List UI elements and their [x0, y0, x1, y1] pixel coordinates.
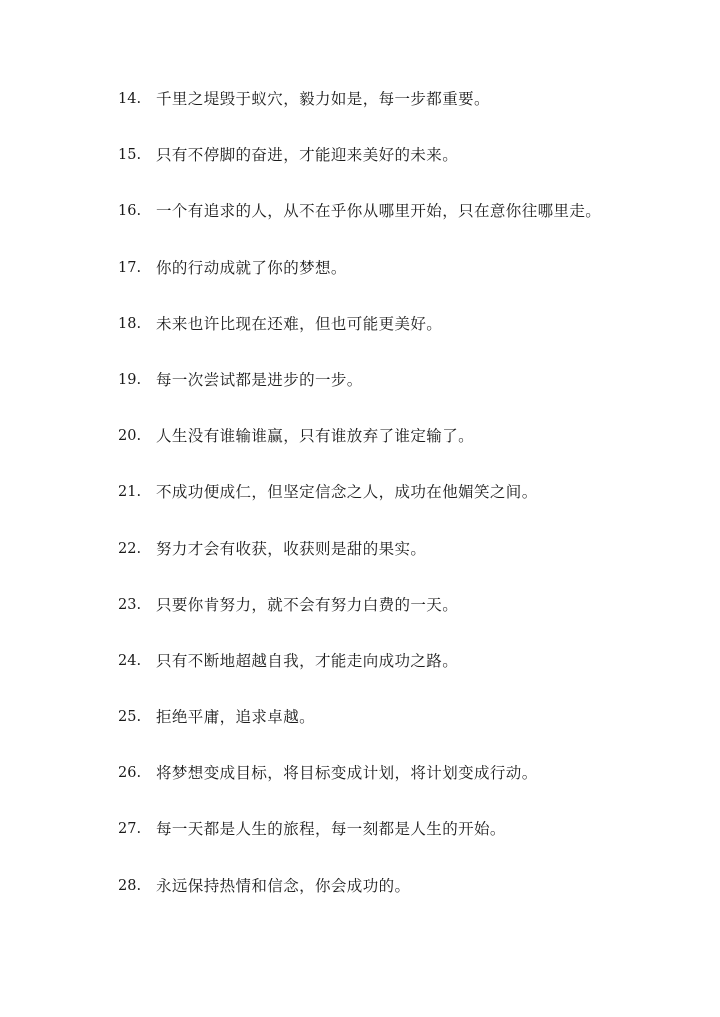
item-text: 一个有追求的人，从不在乎你从哪里开始，只在意你往哪里走。: [156, 202, 602, 221]
item-number: 22.: [118, 540, 142, 557]
item-number: 27.: [118, 821, 142, 838]
list-item: [118, 311, 698, 367]
list-item: [118, 255, 698, 311]
list-item: [118, 423, 698, 479]
item-number: 25.: [118, 709, 142, 726]
item-number: 15.: [118, 147, 142, 164]
list-item: [118, 648, 698, 704]
item-number: 18.: [118, 315, 142, 332]
list-item: [118, 86, 698, 142]
item-number: 19.: [118, 371, 142, 388]
item-number: 21.: [118, 484, 142, 501]
item-text: 永远保持热情和信念，你会成功的。: [156, 876, 411, 895]
item-text: 不成功便成仁，但坚定信念之人，成功在他媚笑之间。: [156, 483, 538, 502]
list-item: [118, 142, 698, 198]
list-item: [118, 536, 698, 592]
item-number: 28.: [118, 877, 142, 894]
item-text: 将梦想变成目标，将目标变成计划，将计划变成行动。: [156, 764, 538, 783]
item-text: 只有不断地超越自我，才能走向成功之路。: [156, 651, 459, 670]
list-item: [118, 873, 698, 929]
item-number: 26.: [118, 765, 142, 782]
item-text: 拒绝平庸，追求卓越。: [156, 708, 316, 727]
list-item: [118, 760, 698, 816]
item-text: 每一次尝试都是进步的一步。: [156, 370, 363, 389]
item-text: 只要你肯努力，就不会有努力白费的一天。: [156, 595, 459, 614]
item-text: 你的行动成就了你的梦想。: [156, 258, 347, 277]
item-text: 努力才会有收获，收获则是甜的果实。: [156, 539, 427, 558]
item-number: 16.: [118, 203, 142, 220]
item-number: 17.: [118, 259, 142, 276]
item-number: 24.: [118, 652, 142, 669]
list-item: [118, 479, 698, 535]
item-number: 23.: [118, 596, 142, 613]
list-item: [118, 367, 698, 423]
list-item: [118, 592, 698, 648]
item-text: 人生没有谁输谁赢，只有谁放弃了谁定输了。: [156, 427, 475, 446]
list-item: [118, 198, 698, 254]
item-text: 只有不停脚的奋进，才能迎来美好的未来。: [156, 146, 459, 165]
item-number: 14.: [118, 91, 142, 107]
item-text: 未来也许比现在还难，但也可能更美好。: [156, 314, 443, 333]
item-text: 每一天都是人生的旅程，每一刻都是人生的开始。: [156, 820, 506, 839]
list-item: [118, 704, 698, 760]
quote-list: [118, 86, 698, 929]
list-item: [118, 816, 698, 872]
item-text: 千里之堤毁于蚁穴，毅力如是，每一步都重要。: [156, 90, 490, 108]
item-number: 20.: [118, 428, 142, 445]
